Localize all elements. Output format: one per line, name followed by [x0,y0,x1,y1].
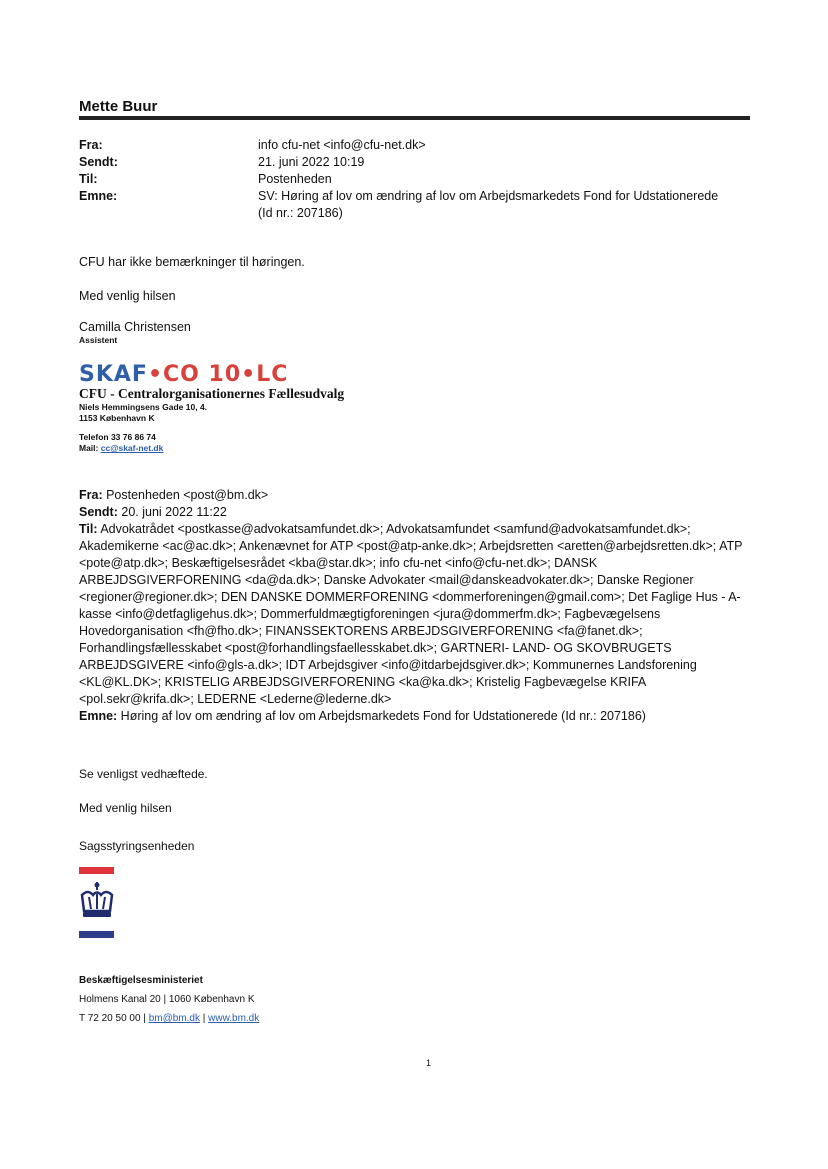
subject-line1: SV: Høring af lov om ændring af lov om Arbejdsmarkedets Fond for Udstationerede [258,189,719,203]
fwd-unit: Sagsstyringsenheden [79,839,195,853]
address-line2: 1153 København K [79,413,155,423]
ministry-email-link[interactable]: bm@bm.dk [148,1013,200,1024]
to-row [79,171,759,188]
skaf-logo [79,360,429,384]
subject-row [79,188,759,222]
fwd-to [79,521,759,708]
forwarded-header [79,487,759,725]
signer-title: Assistent [79,335,118,345]
ministry-web-link[interactable]: www.bm.dk [208,1013,260,1024]
skaf-logo-text: SKAF [79,362,148,384]
mail-link[interactable]: cc@skaf-net.dk [100,443,164,453]
contact-separator: | [199,1013,209,1024]
address-line1: Niels Hemmingsens Gade 10, 4. [79,402,208,412]
crown-icon [79,881,115,925]
fwd-body-line: Se venligst vedhæftede. [79,767,208,781]
header-rule [79,116,750,120]
ministry-footer [79,971,259,1028]
skaf-logo-suffix: •CO 10•LC [147,362,289,384]
fwd-subject-label: Emne: [79,709,118,723]
flag-red-bar [79,867,114,874]
fwd-greeting: Med venlig hilsen [79,801,172,815]
ministry-address: Holmens Kanal 20 | 1060 København K [79,994,255,1005]
fwd-from-label: Fra: [79,488,103,502]
signer-name: Camilla Christensen [79,320,191,334]
flag-blue-bar [79,931,114,938]
org-line [79,386,429,402]
fwd-to-label: Til: [79,522,98,536]
mail-label: Mail: [79,443,101,453]
page-number: 1 [426,1058,432,1068]
sent-label: Sendt: [79,155,118,169]
reply-body: CFU har ikke bemærkninger til høringen. [79,255,305,269]
to-label: Til: [79,172,98,186]
email-header [79,137,759,222]
fwd-from-value: Postenheden <post@bm.dk> [102,488,269,502]
to-value: Postenheden [258,172,332,186]
fwd-sent-label: Sendt: [79,505,118,519]
sent-value: 21. juni 2022 10:19 [258,155,365,169]
from-value: info cfu-net <info@cfu-net.dk> [258,138,426,152]
mail-line [79,443,429,454]
ministry-phone: T 72 20 50 00 | [79,1013,149,1024]
org-abbrev: CFU [79,386,107,401]
sender-name: Mette Buur [79,98,158,115]
fwd-subject [79,708,759,725]
fwd-subject-value: Høring af lov om ændring af lov om Arbejdsmarkedets Fond for Udstationerede (Id nr.: 207186) [117,709,646,723]
org-name: - Centralorganisationernes Fællesudvalg [106,386,345,401]
from-row [79,137,759,154]
fwd-to-value: Advokatrådet <postkasse@advokatsamfundet.dk>; Advokatsamfundet <samfund@advokatsamfundet.dk>; Akademikerne <ac@ac.dk>; Ankenævnet for ATP <post@atp-anke.dk>; Arbejdsretten <aretten@arbejdsretten.dk>; ATP <pote@atp.dk>; Beskæftigelsesrådet <kba@star.dk>; info cfu-net <info@cfu-net.dk>; DANSK ARBEJDSGIVERFORENING <da@da.dk>; Danske Advokater <mail@danskeadvokater.dk>; Danske Regioner <regioner@regioner.dk>; DEN DANSKE DOMMERFORENING <dommerforeningen@gmail.com>; Det Faglige Hus - A-kasse <info@detfagligehus.dk>; Dommerfuldmægtigforeningen <jura@dommerfm.dk>; Fagbevægelsens Hovedorganisation <fh@fho.dk>; FINANSSEKTORENS ARBEJDSGIVERFORENING <fa@fanet.dk>; Forhandlingsfællesskabet <post@forhandlingsfaellesskabet.dk>; GARTNERI- LAND- OG SKOVBRUGETS ARBEJDSGIVERE <info@gls-a.dk>; IDT Arbejdsgiver <info@itdarbejdsgiver.dk>; Kommunernes Landsforening <KL@KL.DK>; KRISTELIG ARBEJDSGIVERFORENING <ka@ka.dk>; Kristelig Fagbevægelse KRIFA <pol.sekr@krifa.dk>; LEDERNE <Lederne@lederne.dk> [79,522,743,706]
subject-label: Emne: [79,189,118,203]
fwd-sent-value: 20. juni 2022 11:22 [117,505,227,519]
phone: Telefon 33 76 86 74 [79,432,156,442]
subject-value [258,188,759,222]
fwd-sent [79,504,759,521]
from-label: Fra: [79,138,103,152]
subject-line2: (Id nr.: 207186) [258,206,343,220]
cfu-signature [79,360,429,454]
sent-row [79,154,759,171]
reply-greeting: Med venlig hilsen [79,289,176,303]
ministry-name: Beskæftigelsesministeriet [79,975,203,986]
fwd-from [79,487,759,504]
ministry-contact [79,1009,259,1028]
